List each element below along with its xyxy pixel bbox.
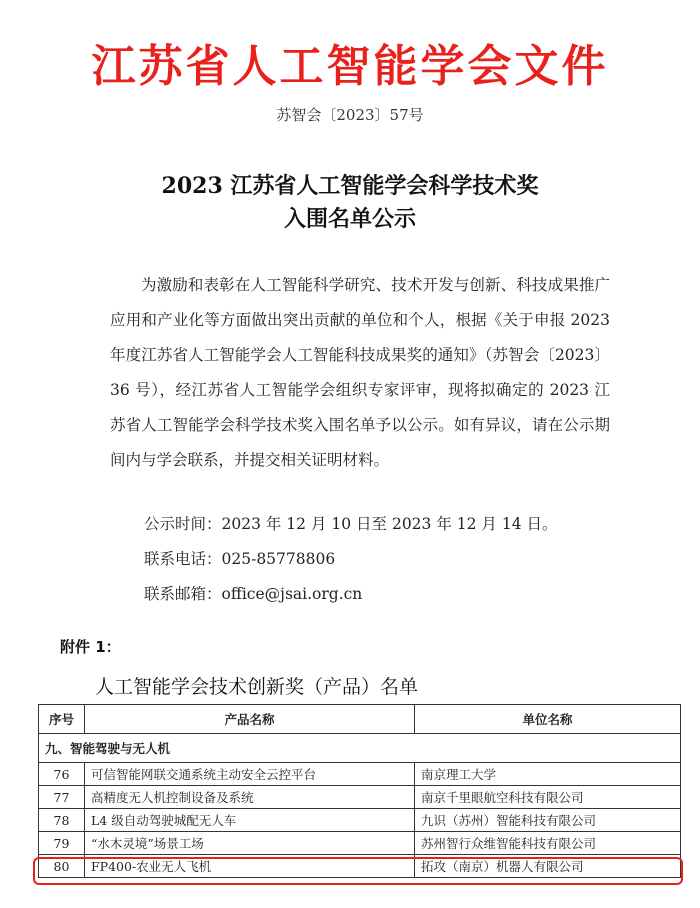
row-index: 78 xyxy=(39,809,85,832)
row-product: 可信智能网联交通系统主动安全云控平台 xyxy=(85,763,415,786)
row-index: 77 xyxy=(39,786,85,809)
table-row-highlighted xyxy=(39,832,681,855)
document-number: 苏智会〔2023〕57号 xyxy=(276,106,424,124)
row-organization: 南京千里眼航空科技有限公司 xyxy=(415,786,681,809)
row-product: L4 级自动驾驶城配无人车 xyxy=(85,809,415,832)
row-organization: 拓攻（南京）机器人有限公司 xyxy=(415,855,681,878)
body-paragraph: 为激励和表彰在人工智能科学研究、技术开发与创新、科技成果推广应用和产业化等方面做出突出贡献的单位和个人，根据《关于申报 2023 年度江苏省人工智能学会人工智能科技成果奖的通知》（苏智会〔2023〕36 号），经江苏省人工智能学会组织专家评审，现将拟确定的 2023 江苏省人工智能学会科学技术奖入围名单予以公示。如有异议，请在公示期间内与学会联系，并提交相关证明材料。 xyxy=(110,276,610,469)
row-organization: 苏州智行众维智能科技有限公司 xyxy=(415,832,681,855)
table-section-row xyxy=(39,734,681,763)
row-product: 高精度无人机控制设备及系统 xyxy=(85,786,415,809)
table-row xyxy=(39,855,681,878)
row-index: 79 xyxy=(39,832,85,855)
title-line-2: 入围名单公示 xyxy=(283,206,416,232)
title-line-1: 2023 江苏省人工智能学会科学技术奖 xyxy=(161,173,539,199)
document-masthead: 江苏省人工智能学会文件 xyxy=(91,41,609,92)
row-index: 80 xyxy=(39,855,85,878)
list-title: 人工智能学会技术创新奖（产品）名单 xyxy=(95,676,419,698)
section-heading: 九、智能驾驶与无人机 xyxy=(39,734,681,763)
notice-period: 公示时间：2023 年 12 月 10 日至 2023 年 12 月 14 日。 xyxy=(144,515,558,533)
table-row xyxy=(39,763,681,786)
award-list-table xyxy=(38,704,681,878)
attachment-label: 附件 1： xyxy=(60,638,121,656)
row-organization: 九识（苏州）智能科技有限公司 xyxy=(415,809,681,832)
row-index: 76 xyxy=(39,763,85,786)
row-product: “水木灵境”场景工场 xyxy=(85,832,415,855)
contact-email: 联系邮箱：office@jsai.org.cn xyxy=(144,585,363,603)
row-organization: 南京理工大学 xyxy=(415,763,681,786)
table-row xyxy=(39,809,681,832)
table-row xyxy=(39,786,681,809)
header-organization: 单位名称 xyxy=(415,705,681,734)
table-header-row xyxy=(39,705,681,734)
header-product-name: 产品名称 xyxy=(85,705,415,734)
row-product: FP400-农业无人飞机 xyxy=(85,855,415,878)
contact-phone: 联系电话：025-85778806 xyxy=(144,550,336,568)
header-index: 序号 xyxy=(39,705,85,734)
document-title xyxy=(0,170,700,236)
